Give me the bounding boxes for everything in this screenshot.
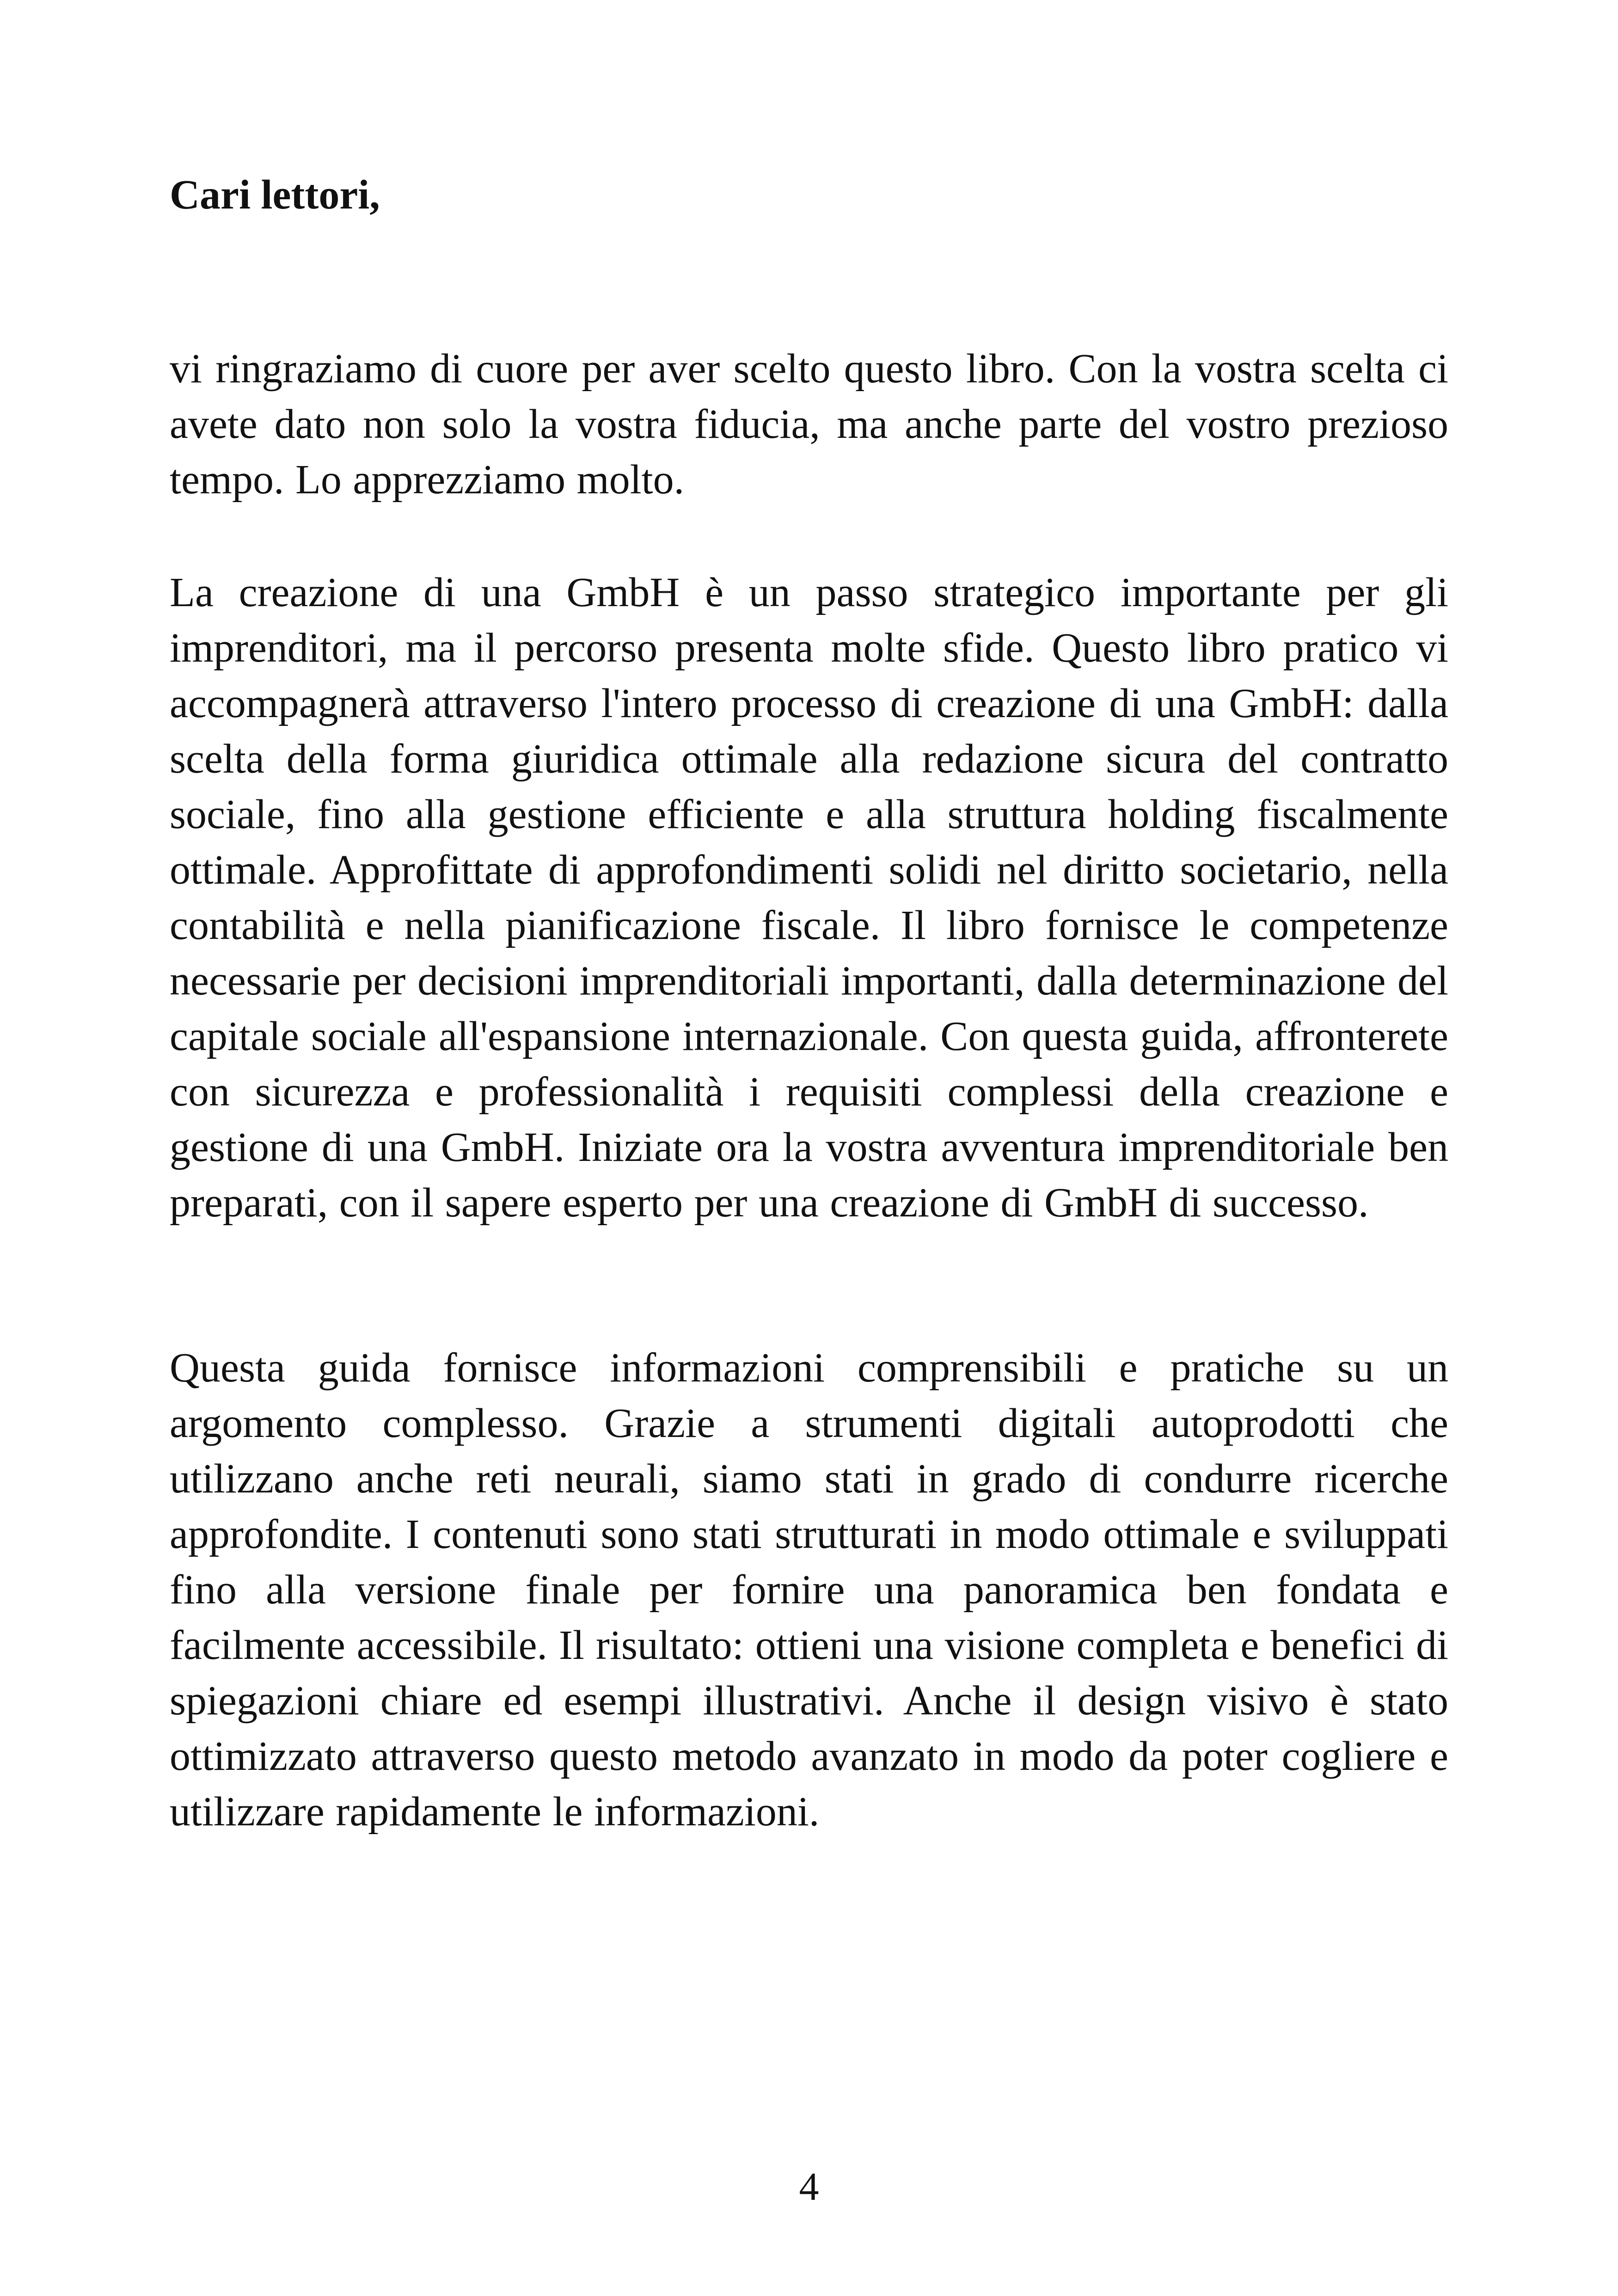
salutation-heading: Cari lettori, [170,172,380,218]
paragraph-book-overview: La creazione di una GmbH è un passo strategico importante per gli imprenditori, ma il percorso presenta molte sfide. Questo libro pratico vi accompagnerà attraverso l'intero processo di creazione di una GmbH: dalla scelta della forma giuridica ottimale alla redazione sicura del contratto sociale, fino alla gestione efficiente e alla struttura holding fiscalmente ottimale. Approfittate di approfondimenti solidi nel diritto societario, nella contabilità e nella pianificazione fiscale. Il libro fornisce le competenze necessarie per decisioni imprenditoriali importanti, dalla determinazione del capitale sociale all'espansione internazionale. Con questa guida, affronterete con sicurezza e professionalità i requisiti complessi della creazione e gestione di una GmbH. Iniziate ora la vostra avventura imprenditoriale ben preparati, con il sapere esperto per una creazione di GmbH di successo. [170,570,1448,1226]
paragraph-thanks: vi ringraziamo di cuore per aver scelto questo libro. Con la vostra scelta ci avete dato non solo la vostra fiducia, ma anche parte del vostro prezioso tempo. Lo apprezziamo molto. [170,346,1448,503]
paragraph-methodology: Questa guida fornisce informazioni comprensibili e pratiche su un argomento complesso. Grazie a strumenti digitali autoprodotti che utilizzano anche reti neurali, siamo stati in grado di condurre ricerche approfondite. I contenuti sono stati strutturati in modo ottimale e sviluppati fino alla versione finale per fornire una panoramica ben fondata e facilmente accessibile. Il risultato: ottieni una visione completa e benefici di spiegazioni chiare ed esempi illustrativi. Anche il design visivo è stato ottimizzato attraverso questo metodo avanzato in modo da poter cogliere e utilizzare rapidamente le informazioni. [170,1345,1448,1835]
page-number: 4 [799,2164,819,2209]
